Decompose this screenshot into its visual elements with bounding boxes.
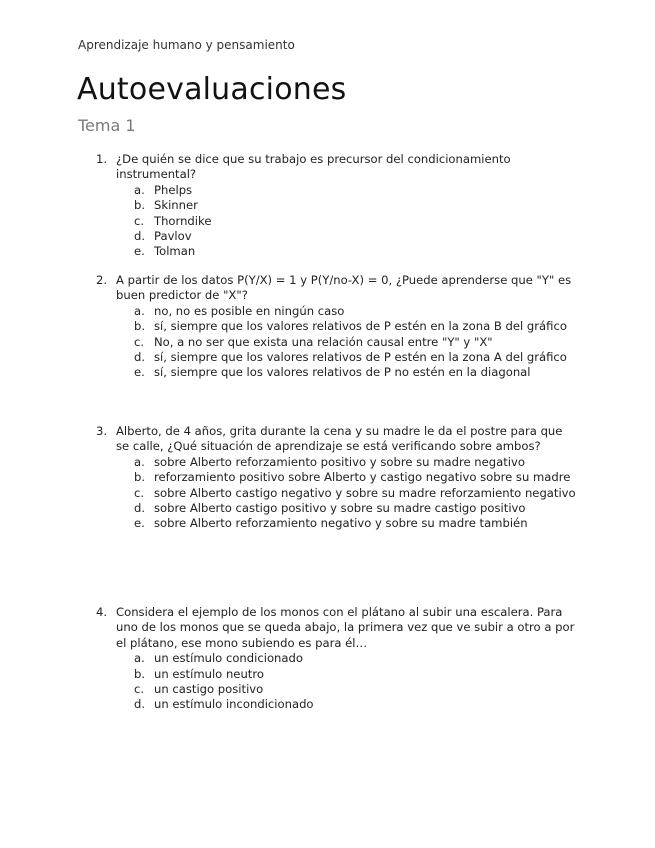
option-text: sí, siempre que los valores relativos de P no estén en la diagonal bbox=[154, 365, 531, 380]
option-item bbox=[134, 682, 576, 697]
option-letter: a. bbox=[134, 454, 145, 469]
option-letter: b. bbox=[134, 198, 146, 213]
option-item bbox=[134, 183, 576, 198]
option-letter: a. bbox=[134, 651, 145, 666]
option-item bbox=[134, 350, 576, 365]
option-text: Thorndike bbox=[154, 213, 212, 228]
option-item bbox=[134, 319, 576, 334]
option-text: sobre Alberto castigo negativo y sobre su madre reforzamiento negativo bbox=[154, 485, 576, 500]
option-text: Pavlov bbox=[154, 229, 192, 244]
option-text: sobre Alberto reforzamiento positivo y sobre su madre negativo bbox=[154, 454, 525, 469]
question-text: A partir de los datos P(Y/X) = 1 y P(Y/no-X) = 0, ¿Puede aprenderse que "Y" es buen predictor de "X"? bbox=[116, 273, 572, 303]
option-item bbox=[134, 244, 576, 259]
option-letter: a. bbox=[134, 182, 145, 197]
option-item bbox=[134, 198, 576, 213]
option-item bbox=[134, 470, 576, 485]
option-letter: d. bbox=[134, 697, 146, 712]
option-text: reforzamiento positivo sobre Alberto y castigo negativo sobre su madre bbox=[154, 470, 571, 485]
question-number: 4. bbox=[96, 605, 108, 619]
question-number: 1. bbox=[96, 152, 108, 166]
option-text: un estímulo neutro bbox=[154, 666, 264, 681]
question-text: Alberto, de 4 años, grita durante la cena y su madre le da el postre para que se calle, ¿Qué situación de aprendizaje se está verificando sobre ambos? bbox=[116, 424, 563, 454]
question-3 bbox=[96, 424, 576, 532]
question-number: 2. bbox=[96, 273, 108, 287]
question-4 bbox=[96, 605, 576, 713]
option-text: Phelps bbox=[154, 182, 193, 197]
option-item bbox=[134, 229, 576, 244]
option-text: Skinner bbox=[154, 198, 198, 213]
option-letter: a. bbox=[134, 303, 145, 318]
option-item bbox=[134, 214, 576, 229]
option-text: un castigo positivo bbox=[154, 682, 264, 697]
option-item bbox=[134, 335, 576, 350]
option-list bbox=[96, 183, 576, 260]
question-number: 3. bbox=[96, 424, 108, 438]
option-letter: c. bbox=[134, 682, 145, 697]
option-item bbox=[134, 486, 576, 501]
option-list bbox=[96, 651, 576, 713]
option-list bbox=[96, 455, 576, 532]
option-letter: e. bbox=[134, 244, 145, 259]
option-text: sí, siempre que los valores relativos de P estén en la zona A del gráfico bbox=[154, 350, 567, 365]
section-subtitle: Tema 1 bbox=[78, 116, 136, 135]
option-item bbox=[134, 697, 576, 712]
question-text: Considera el ejemplo de los monos con el plátano al subir una escalera. Para uno de los monos que se queda abajo, la primera vez que ve subir a otro a por el plátano, ese mono subiendo es para él… bbox=[116, 605, 575, 650]
option-letter: b. bbox=[134, 319, 146, 334]
option-item bbox=[134, 651, 576, 666]
option-item bbox=[134, 667, 576, 682]
option-letter: d. bbox=[134, 229, 146, 244]
option-text: sobre Alberto castigo positivo y sobre su madre castigo positivo bbox=[154, 501, 526, 516]
option-letter: c. bbox=[134, 213, 145, 228]
option-letter: d. bbox=[134, 350, 146, 365]
option-text: sí, siempre que los valores relativos de P estén en la zona B del gráfico bbox=[154, 319, 567, 334]
option-list bbox=[96, 304, 576, 381]
question-2 bbox=[96, 273, 576, 381]
option-text: un estímulo condicionado bbox=[154, 651, 303, 666]
option-letter: e. bbox=[134, 516, 145, 531]
option-letter: b. bbox=[134, 666, 146, 681]
question-1 bbox=[96, 152, 576, 260]
option-letter: c. bbox=[134, 334, 145, 349]
course-header: Aprendizaje humano y pensamiento bbox=[78, 38, 295, 52]
option-item bbox=[134, 304, 576, 319]
option-letter: e. bbox=[134, 365, 145, 380]
option-item bbox=[134, 501, 576, 516]
option-text: un estímulo incondicionado bbox=[154, 697, 314, 712]
option-letter: d. bbox=[134, 501, 146, 516]
question-text: ¿De quién se dice que su trabajo es precursor del condicionamiento instrumental? bbox=[116, 152, 511, 182]
option-text: no, no es posible en ningún caso bbox=[154, 303, 345, 318]
option-letter: c. bbox=[134, 485, 145, 500]
option-item bbox=[134, 455, 576, 470]
option-text: No, a no ser que exista una relación causal entre "Y" y "X" bbox=[154, 334, 493, 349]
option-item bbox=[134, 365, 576, 380]
option-letter: b. bbox=[134, 470, 146, 485]
option-item bbox=[134, 516, 576, 531]
page-title: Autoevaluaciones bbox=[77, 72, 347, 107]
option-text: sobre Alberto reforzamiento negativo y sobre su madre también bbox=[154, 516, 528, 531]
option-text: Tolman bbox=[154, 244, 196, 259]
